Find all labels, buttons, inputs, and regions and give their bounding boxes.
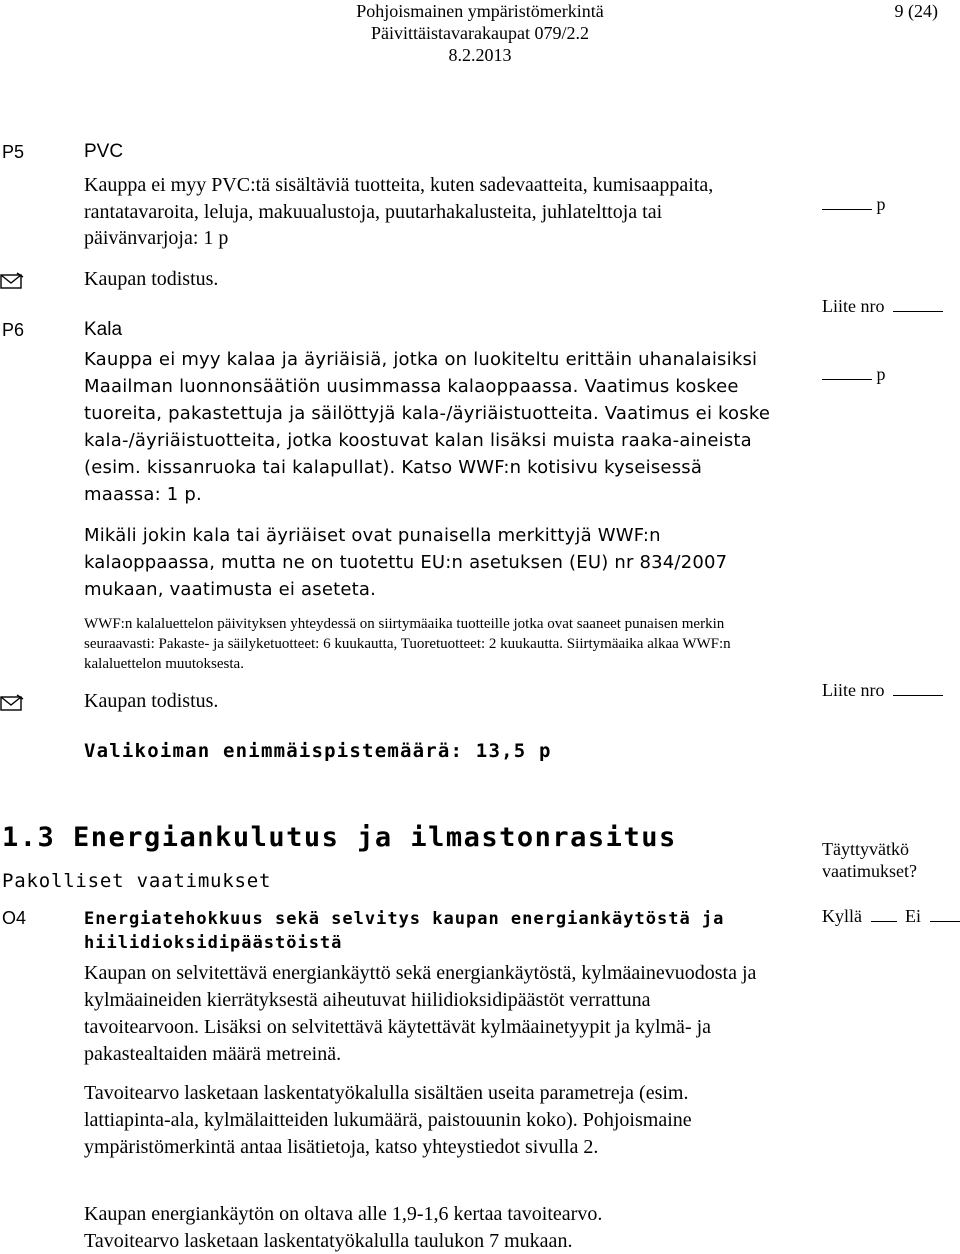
attachment-field-p6[interactable] bbox=[822, 680, 943, 701]
attachment-label-p6: Liite nro bbox=[822, 680, 885, 700]
points-blank-p5 bbox=[822, 208, 872, 210]
yes-no-field-o4[interactable] bbox=[822, 906, 960, 927]
points-field-p5[interactable] bbox=[822, 194, 886, 215]
requirement-text2-p6: Mikäli jokin kala tai äyriäiset ovat punaisella merkittyjä WWF:n kalaoppaassa, mutta ne on tuotettu EU:n asetuksen (EU) nr 834/2007 mukaan, vaatimusta ei aseteta. bbox=[84, 525, 728, 600]
requirement-title-p5: PVC bbox=[84, 141, 124, 162]
requirement-text-p5: Kauppa ei myy PVC:tä sisältäviä tuotteita, kuten sadevaatteita, kumisaappaita, rantatavaroita, leluja, makuualustoja, puutarhakalusteita, juhlatelttoja tai päivänvarjoja: 1 p bbox=[84, 174, 714, 249]
requirement-para3a-o4: Kaupan energiankäytön on oltava alle 1,9-1,6 kertaa tavoitearvo. bbox=[84, 1203, 603, 1225]
attachment-label-p5: Liite nro bbox=[822, 296, 885, 316]
requirement-code-o4: O4 bbox=[2, 908, 27, 928]
points-suffix-p5: p bbox=[876, 194, 886, 214]
requirement-code-p5: P5 bbox=[2, 142, 25, 162]
requirement-code-p6: P6 bbox=[2, 320, 25, 340]
documentation-p6: Kaupan todistus. bbox=[84, 690, 219, 712]
attachment-blank-p5 bbox=[893, 310, 943, 312]
requirement-para3b-o4: Tavoitearvo lasketaan laskentatyökalulla taulukon 7 mukaan. bbox=[84, 1230, 573, 1252]
requirement-title-o4: Energiatehokkuus sekä selvitys kaupan energiankäytöstä ja hiilidioksidipäästöistä bbox=[84, 909, 725, 953]
no-label: Ei bbox=[905, 906, 921, 926]
no-blank[interactable] bbox=[930, 920, 960, 922]
transition-note-p6: WWF:n kalaluettelon päivityksen yhteydessä on siirtymäaika tuotteille jotka ovat saaneet punaisen merkin seuraavasti: Pakaste- ja säilyketuotteet: 6 kuukautta, Tuoretuotteet: 2 kuukautta. Siirtymäaika alkaa WWF:n kalaluettelon muutoksesta. bbox=[84, 616, 731, 672]
yes-blank[interactable] bbox=[871, 920, 897, 922]
envelope-icon bbox=[0, 272, 24, 290]
fulfil-label bbox=[822, 838, 917, 882]
header-line-1: Pohjoismainen ympäristömerkintä bbox=[356, 1, 604, 21]
points-field-p6[interactable] bbox=[822, 364, 886, 385]
fulfil-label-line-1: Täyttyvätkö bbox=[822, 839, 909, 859]
requirement-para1-o4: Kaupan on selvitettävä energiankäyttö sekä energiankäytöstä, kylmäainevuodosta ja kylmäaineiden kierrätyksestä aiheutuvat hiilidioksidipäästöt verrattuna tavoitearvoon. Lisäksi on selvitettävä käytettävät kylmäainetyypit ja kylmä- ja pakastealtaiden määrä metreinä. bbox=[84, 962, 757, 1065]
points-blank-p6 bbox=[822, 378, 872, 380]
page-number: 9 (24) bbox=[894, 1, 938, 21]
documentation-p5: Kaupan todistus. bbox=[84, 268, 219, 290]
header-line-3: 8.2.2013 bbox=[448, 45, 512, 65]
requirement-text-p6: Kauppa ei myy kalaa ja äyriäisiä, jotka on luokiteltu erittäin uhanalaisiksi Maailman luonnonsäätiön uusimmassa kalaoppaassa. Vaatimus koskee tuoreita, pakastettuja ja säilöttyjä kala-/äyriäistuotteita. Vaatimus ei koske kala-/äyriäistuotteita, jotka koostuvat kalan lisäksi muista raaka-aineista (esim. kissanruoka tai kalapullat). Katso WWF:n kotisivu kyseisessä maassa: 1 p. bbox=[84, 349, 771, 505]
max-points: Valikoiman enimmäispistemäärä: 13,5 p bbox=[84, 740, 552, 762]
requirement-para2-o4: Tavoitearvo lasketaan laskentatyökalulla sisältäen useita parametreja (esim. lattiapinta-ala, kylmälaitteiden lukumäärä, paistouunin koko). Pohjoismaine ympäristömerkintä antaa lisätietoja, katso yhteystiedot sivulla 2. bbox=[84, 1082, 692, 1158]
section-subtitle: Pakolliset vaatimukset bbox=[2, 870, 272, 892]
attachment-field-p5[interactable] bbox=[822, 296, 943, 317]
section-title: 1.3 Energiankulutus ja ilmastonrasitus bbox=[2, 822, 677, 853]
attachment-blank-p6 bbox=[893, 694, 943, 696]
header-line-2: Päivittäistavarakaupat 079/2.2 bbox=[371, 23, 589, 43]
envelope-icon bbox=[0, 694, 24, 712]
points-suffix-p6: p bbox=[876, 364, 886, 384]
requirement-title-p6: Kala bbox=[84, 319, 123, 340]
fulfil-label-line-2: vaatimukset? bbox=[822, 861, 917, 881]
yes-label: Kyllä bbox=[822, 906, 862, 926]
